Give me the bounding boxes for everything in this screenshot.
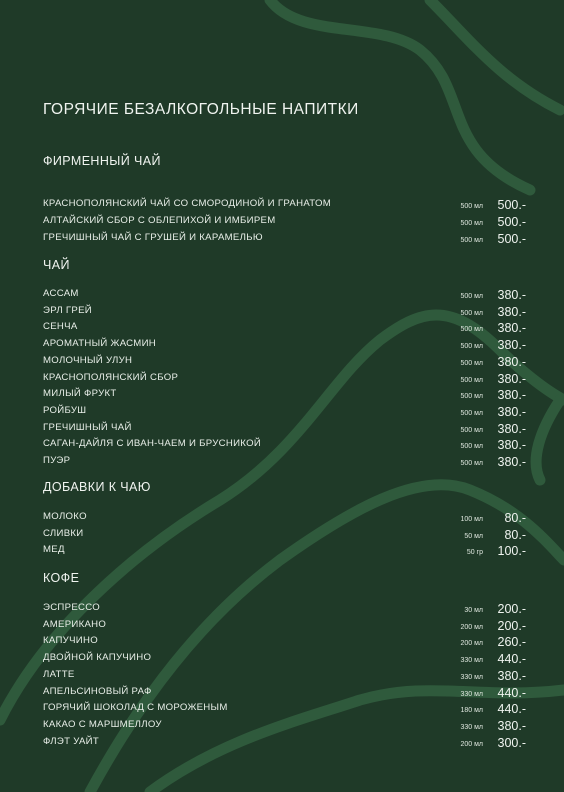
- menu-item: [43, 302, 526, 319]
- menu-item: [43, 716, 526, 733]
- item-price: 440.-: [497, 652, 526, 667]
- item-name: ДВОЙНОЙ КАПУЧИНО: [43, 652, 152, 664]
- item-volume: 500 мл: [460, 293, 483, 300]
- item-volume: 30 мл: [464, 607, 483, 614]
- menu-item: [43, 369, 526, 386]
- menu-item: [43, 181, 526, 212]
- item-price: 380.-: [497, 421, 526, 436]
- menu-item: [43, 683, 526, 700]
- menu-item: [43, 525, 526, 542]
- item-volume: 100 мл: [460, 516, 483, 523]
- menu-item: [43, 212, 526, 229]
- item-volume: 330 мл: [460, 690, 483, 698]
- item-volume: 500 мл: [460, 359, 483, 367]
- item-name: ГРЕЧИШНЫЙ ЧАЙ: [43, 421, 132, 433]
- item-volume: 500 мл: [460, 409, 483, 417]
- item-volume: 200 мл: [460, 623, 483, 631]
- item-price: 500.-: [497, 231, 526, 246]
- item-volume: 500 мл: [460, 203, 483, 210]
- item-name: СЕНЧА: [43, 321, 78, 333]
- item-name: АССАМ: [43, 288, 79, 299]
- item-name: РОЙБУШ: [43, 404, 87, 416]
- item-price: 380.-: [497, 718, 526, 733]
- menu-item: [43, 419, 526, 436]
- item-price: 380.-: [497, 304, 526, 319]
- item-name: СЛИВКИ: [43, 527, 84, 539]
- item-price: 440.-: [497, 702, 526, 717]
- item-price: 380.-: [497, 371, 526, 386]
- item-price: 380.-: [497, 668, 526, 683]
- item-name: ЛАТТЕ: [43, 668, 75, 680]
- menu-item: [43, 649, 526, 666]
- section-title: ДОБАВКИ К ЧАЮ: [43, 480, 151, 494]
- item-volume: 500 мл: [460, 460, 483, 467]
- item-name: КАКАО С МАРШМЕЛЛОУ: [43, 718, 162, 730]
- menu-item: [43, 285, 526, 302]
- item-price: 500.-: [497, 198, 526, 212]
- page-title: ГОРЯЧИЕ БЕЗАЛКОГОЛЬНЫЕ НАПИТКИ: [43, 101, 359, 118]
- item-name: ГРЕЧИШНЫЙ ЧАЙ С ГРУШЕЙ И КАРАМЕЛЬЮ: [43, 231, 263, 243]
- item-price: 380.-: [497, 338, 526, 353]
- item-name: АЛТАЙСКИЙ СБОР С ОБЛЕПИХОЙ И ИМБИРЕМ: [43, 215, 276, 226]
- item-price: 500.-: [497, 215, 526, 229]
- menu-item: [43, 385, 526, 402]
- menu-item: [43, 452, 526, 469]
- item-volume: 500 мл: [460, 236, 483, 244]
- item-name: ПУЭР: [43, 455, 71, 466]
- item-price: 380.-: [497, 388, 526, 403]
- item-volume: 500 мл: [460, 343, 483, 351]
- item-price: 380.-: [497, 438, 526, 453]
- item-price: 200.-: [497, 618, 526, 633]
- item-price: 440.-: [497, 685, 526, 700]
- item-name: МОЛОЧНЫЙ УЛУН: [43, 354, 133, 366]
- item-volume: 50 мл: [464, 532, 483, 540]
- item-volume: 200 мл: [460, 740, 483, 748]
- menu-item: [43, 402, 526, 419]
- item-name: АРОМАТНЫЙ ЖАСМИН: [43, 338, 157, 350]
- item-volume: 180 мл: [460, 707, 483, 715]
- item-price: 80.-: [504, 511, 526, 525]
- item-price: 300.-: [497, 735, 526, 750]
- item-price: 380.-: [497, 455, 526, 469]
- item-name: ЭРЛ ГРЕЙ: [43, 304, 93, 316]
- item-price: 380.-: [497, 288, 526, 302]
- item-name: АПЕЛЬСИНОВЫЙ РАФ: [43, 685, 152, 697]
- section-title: ФИРМЕННЫЙ ЧАЙ: [43, 154, 161, 168]
- menu-item: [43, 435, 526, 452]
- item-volume: 50 гр: [466, 549, 483, 557]
- item-name: МИЛЫЙ ФРУКТ: [43, 388, 117, 400]
- section-title: КОФЕ: [43, 571, 80, 585]
- item-name: МЕД: [43, 544, 65, 556]
- item-price: 200.-: [497, 602, 526, 616]
- item-volume: 500 мл: [460, 309, 483, 317]
- item-price: 380.-: [497, 321, 526, 336]
- item-volume: 500 мл: [460, 426, 483, 434]
- menu-item: [43, 541, 526, 558]
- item-name: АМЕРИКАНО: [43, 618, 107, 630]
- item-price: 260.-: [497, 635, 526, 650]
- item-price: 80.-: [504, 527, 526, 542]
- item-volume: 500 мл: [460, 393, 483, 401]
- item-name: ФЛЭТ УАЙТ: [43, 735, 99, 747]
- menu-item: [43, 352, 526, 369]
- item-price: 380.-: [497, 354, 526, 369]
- menu-item: [43, 229, 526, 246]
- item-name: КАПУЧИНО: [43, 635, 98, 647]
- menu-item: [43, 318, 526, 335]
- item-volume: 330 мл: [460, 723, 483, 731]
- menu-item: [43, 733, 526, 750]
- item-price: 100.-: [497, 544, 526, 559]
- menu-item: [43, 632, 526, 649]
- menu-item: [43, 335, 526, 352]
- item-volume: 500 мл: [460, 220, 483, 227]
- item-name: ЭСПРЕССО: [43, 602, 101, 613]
- item-name: КРАСНОПОЛЯНСКИЙ СБОР: [43, 371, 179, 383]
- item-name: ГОРЯЧИЙ ШОКОЛАД С МОРОЖЕНЫМ: [43, 702, 228, 714]
- menu-item: [43, 599, 526, 616]
- menu-item: [43, 666, 526, 683]
- item-price: 380.-: [497, 404, 526, 419]
- menu-item: [43, 699, 526, 716]
- section-title: ЧАЙ: [43, 258, 70, 272]
- item-volume: 330 мл: [460, 673, 483, 681]
- item-volume: 500 мл: [460, 443, 483, 451]
- item-volume: 500 мл: [460, 326, 483, 334]
- menu-item: [43, 508, 526, 525]
- item-volume: 500 мл: [460, 376, 483, 384]
- item-name: МОЛОКО: [43, 511, 87, 522]
- menu-item: [43, 616, 526, 633]
- item-name: КРАСНОПОЛЯНСКИЙ ЧАЙ СО СМОРОДИНОЙ И ГРАНАТОМ: [43, 198, 332, 209]
- item-volume: 200 мл: [460, 640, 483, 648]
- item-volume: 330 мл: [460, 657, 483, 665]
- item-name: САГАН-ДАЙЛЯ С ИВАН-ЧАЕМ И БРУСНИКОЙ: [43, 438, 262, 450]
